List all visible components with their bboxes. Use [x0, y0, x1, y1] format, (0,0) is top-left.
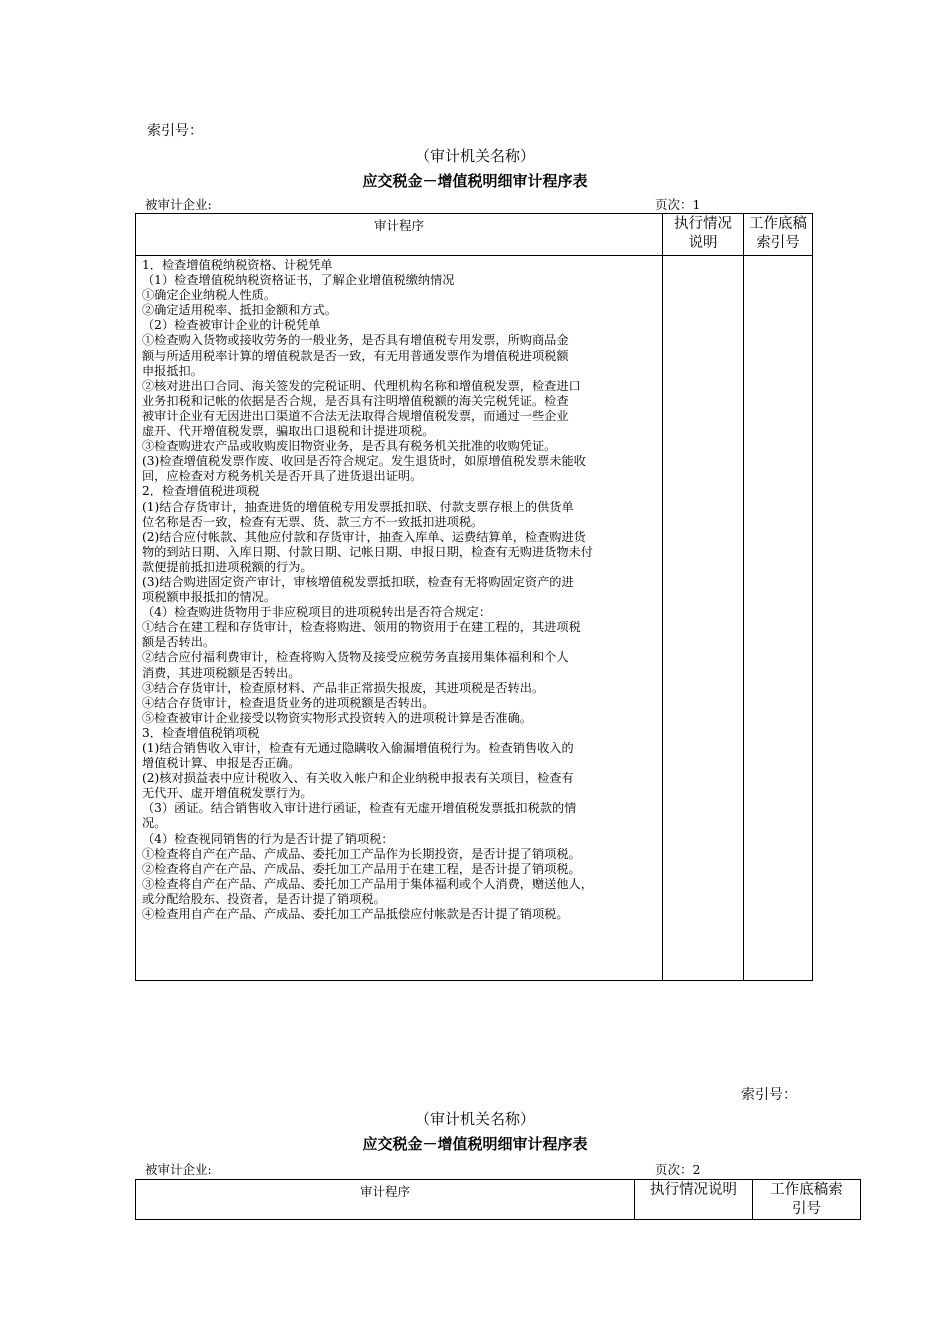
- procedure-line: （1）检查增值税纳税资格证书，了解企业增值税缴纳情况: [142, 273, 455, 288]
- audit-agency-name-2: （审计机关名称）: [414, 1110, 535, 1128]
- execution-notes-cell: [663, 256, 744, 981]
- audited-enterprise-label-2: 被审计企业:: [145, 1162, 212, 1177]
- page-title-2: 应交税金－增值税明细审计程序表: [362, 1135, 588, 1153]
- procedure-line: ①检查购入货物或接收劳务的一般业务，是否具有增值税专用发票，所购商品金: [142, 333, 569, 348]
- procedure-line: 1．检查增值税纳税资格、计税凭单: [142, 258, 333, 272]
- procedure-line: ②核对进出口合同、海关签发的完税证明、代理机构名称和增值税发票，检查进口: [142, 378, 581, 393]
- header-execution-notes: [663, 214, 744, 256]
- header-workpaper-index-text-2: 工作底稿索引号: [770, 1182, 843, 1217]
- procedure-line: (1)结合存货审计，抽查进货的增值税专用发票抵扣联、付款支票存根上的供货单: [142, 499, 574, 514]
- procedure-line: （3）函证。结合销售收入审计进行函证，检查有无虚开增值税发票抵扣税款的情: [142, 801, 577, 816]
- header-workpaper-index: [744, 214, 813, 256]
- index-number-label: 索引号：: [147, 123, 203, 139]
- table-header-row-2: [136, 1180, 861, 1220]
- procedure-line: ②检查将自产在产品、产成品、委托加工产品用于在建工程，是否计提了销项税。: [142, 861, 581, 876]
- procedure-line: 增值税计算、申报是否正确。: [142, 756, 301, 771]
- procedure-line: 2．检查增值税进项税: [142, 484, 260, 499]
- procedure-line: 或分配给股东、投资者，是否计提了销项税。: [142, 891, 386, 906]
- procedure-line: (3)检查增值税发票作废、收回是否符合规定。发生退货时，如原增值税发票未能收: [142, 454, 586, 469]
- procedure-line: ④结合存货审计，检查退货业务的进项税额是否转出。: [142, 695, 435, 710]
- procedure-line: (2)结合应付帐款、其他应付款和存货审计，抽查入库单、运费结算单，检查购进货: [142, 529, 586, 544]
- header-audit-procedure: 审计程序: [136, 214, 663, 256]
- table-body-row: [136, 256, 813, 981]
- procedure-line: (1)结合销售收入审计，检查有无通过隐瞒收入偷漏增值税行为。检查销售收入的: [142, 741, 574, 755]
- procedure-line: ③结合存货审计，检查原材料、产品非正常损失报废，其进项税是否转出。: [142, 680, 545, 695]
- audit-agency-name: （审计机关名称）: [414, 147, 535, 165]
- procedure-line: ①确定企业纳税人性质。: [142, 288, 277, 303]
- header-audit-procedure-2: 审计程序: [136, 1180, 635, 1220]
- procedure-line: ②结合应付福利费审计，检查将购入货物及接受应税劳务直接用集体福利和个人: [142, 650, 569, 665]
- procedure-line: 无代开、虚开增值税发票行为。: [142, 786, 313, 801]
- procedure-line: ②确定适用税率、抵扣金额和方式。: [142, 303, 337, 318]
- procedure-line: 物的到站日期、入库日期、付款日期、记帐日期、申报日期，检查有无购进货物未付: [142, 544, 593, 559]
- page-number-label: 页次：1: [655, 197, 701, 212]
- table-header-row: [136, 214, 813, 256]
- procedure-line: 款便提前抵扣进项税额的行为。: [142, 559, 313, 574]
- procedure-line: 业务扣税和记帐的依据是否合规，是否具有注明增值税额的海关完税凭证。检查: [142, 393, 569, 408]
- procedure-line: 项税额申报抵扣的情况。: [142, 590, 277, 605]
- procedure-line: ③检查购进农产品或收购废旧物资业务，是否具有税务机关批准的收购凭证。: [142, 439, 557, 454]
- procedure-line: 被审计企业有无因进出口渠道不合法无法取得合规增值税发票，而通过一些企业: [142, 408, 569, 423]
- procedure-line: 位名称是否一致，检查有无票、货、款三方不一致抵扣进项税。: [142, 514, 484, 529]
- procedure-line: ④检查用自产在产品、产成品、委托加工产品抵偿应付帐款是否计提了销项税。: [142, 907, 569, 922]
- procedure-list-cell: [136, 256, 663, 981]
- procedure-line: （4）检查视同销售的行为是否计提了销项税：: [142, 831, 394, 846]
- header-execution-notes-text-2: 执行情况说明: [650, 1182, 737, 1198]
- procedure-line: 申报抵扣。: [142, 363, 203, 378]
- workpaper-index-cell: [744, 256, 813, 981]
- procedure-list: [142, 258, 660, 922]
- procedure-line: 虚开、代开增值税发票，骗取出口退税和计提进项税。: [142, 424, 435, 439]
- procedure-line: 额是否转出。: [142, 635, 216, 650]
- header-workpaper-index-2: [753, 1180, 861, 1220]
- procedure-line: 3．检查增值税销项税: [142, 725, 260, 740]
- procedure-line: 回，应检查对方税务机关是否开具了进货退出证明。: [142, 469, 423, 484]
- header-execution-notes-text: 执行情况说明: [674, 216, 732, 251]
- audit-procedure-table: [135, 213, 813, 981]
- procedure-line: ③检查将自产在产品、产成品、委托加工产品用于集体福利或个人消费，赠送他人，: [142, 876, 593, 891]
- procedure-line: (2)核对损益表中应计税收入、有关收入帐户和企业纳税申报表有关项目，检查有: [142, 771, 574, 786]
- page-number-label-2: 页次：2: [655, 1162, 701, 1177]
- header-execution-notes-2: [635, 1180, 753, 1220]
- audited-enterprise-label: 被审计企业:: [145, 197, 212, 212]
- procedure-line: （2）检查被审计企业的计税凭单: [142, 318, 321, 333]
- procedure-line: （4）检查购进货物用于非应税项目的进项税转出是否符合规定：: [142, 605, 492, 620]
- procedure-line: 况。: [142, 816, 167, 831]
- procedure-line: ①结合在建工程和存货审计，检查将购进、领用的物资用于在建工程的，其进项税: [142, 620, 581, 635]
- procedure-line: ⑤检查被审计企业接受以物资实物形式投资转入的进项税计算是否准确。: [142, 710, 532, 725]
- page-title: 应交税金－增值税明细审计程序表: [362, 172, 588, 190]
- procedure-line: 额与所适用税率计算的增值税款是否一致，有无用普通发票作为增值税进项税额: [142, 348, 569, 363]
- procedure-line: ①检查将自产在产品、产成品、委托加工产品作为长期投资，是否计提了销项税。: [142, 846, 581, 861]
- procedure-line: (3)结合购进固定资产审计，审核增值税发票抵扣联，检查有无将购固定资产的进: [142, 574, 574, 589]
- procedure-line: 消费，其进项税额是否转出。: [142, 665, 301, 680]
- audit-procedure-table-2: [135, 1179, 861, 1220]
- index-number-label-2: 索引号：: [741, 1087, 797, 1103]
- header-workpaper-index-text: 工作底稿索引号: [749, 216, 807, 251]
